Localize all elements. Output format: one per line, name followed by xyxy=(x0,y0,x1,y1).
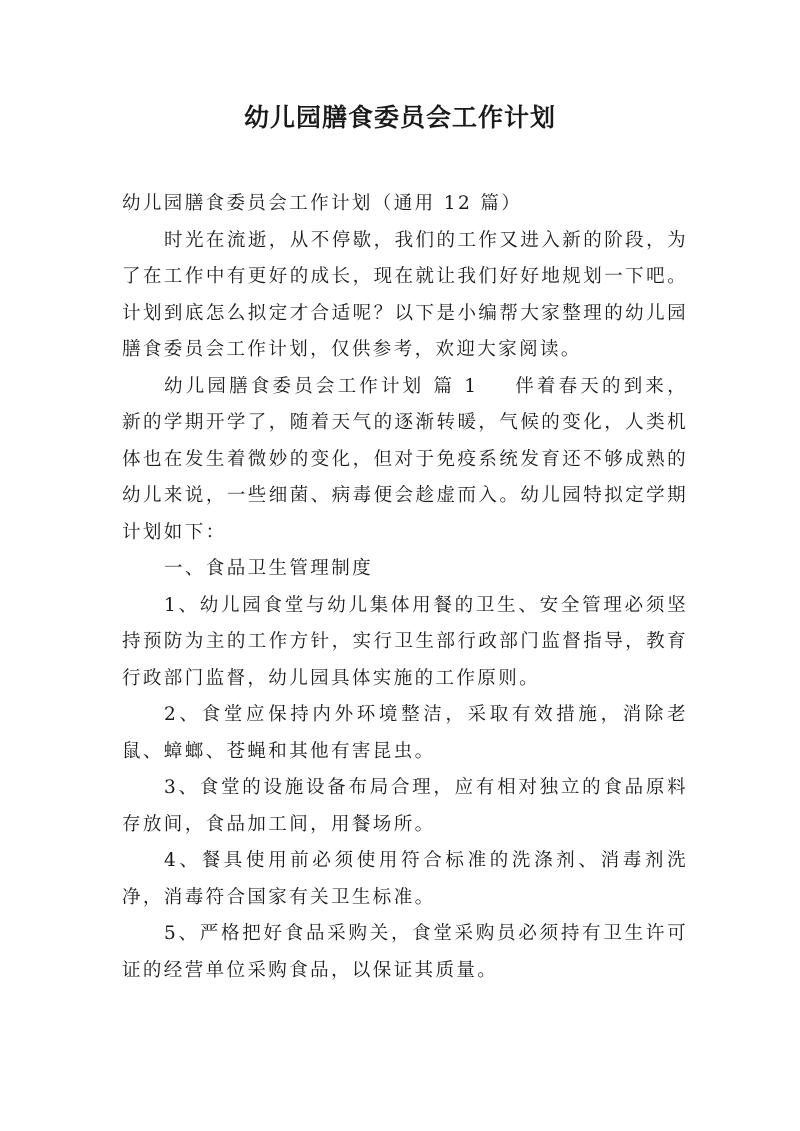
list-item: 1、幼儿园食堂与幼儿集体用餐的卫生、安全管理必须坚持预防为主的工作方针，实行卫生部行政部门监督指导，教育行政部门监督，幼儿园具体实施的工作原则。 xyxy=(122,594,688,689)
chapter-paragraph xyxy=(122,369,688,552)
document-title: 幼儿园膳食委员会工作计划 xyxy=(243,103,556,132)
document-subtitle: 幼儿园膳食委员会工作计划（通用 12 篇） xyxy=(122,193,523,214)
list-item: 3、食堂的设施设备布局合理，应有相对独立的食品原料存放间，食品加工间，用餐场所。 xyxy=(122,777,688,835)
document-body xyxy=(122,186,688,989)
chapter-heading: 幼儿园膳食委员会工作计划 篇 1 xyxy=(164,375,479,397)
section-heading: 一、食品卫生管理制度 xyxy=(164,558,374,579)
chapter-intro: 伴着春天的到来，新的学期开学了，随着天气的逐渐转暖，气候的变化，人类机体也在发生着微妙的变化，但对于免疫系统发育还不够成熟的幼儿来说，一些细菌、病毒便会趁虚而入。幼儿园特拟定学期计划如下： xyxy=(122,375,688,543)
list-item: 5、严格把好食品采购关，食堂采购员必须持有卫生许可证的经营单位采购食品，以保证其质量。 xyxy=(122,923,688,981)
list-item: 2、食堂应保持内外环境整洁，采取有效措施，消除老鼠、蟑螂、苍蝇和其他有害昆虫。 xyxy=(122,704,688,762)
intro-paragraph: 时光在流逝，从不停歇，我们的工作又进入新的阶段，为了在工作中有更好的成长，现在就让我们好好地规划一下吧。计划到底怎么拟定才合适呢？以下是小编帮大家整理的幼儿园膳食委员会工作计划，仅供参考，欢迎大家阅读。 xyxy=(122,229,688,360)
list-item: 4、餐具使用前必须使用符合标准的洗涤剂、消毒剂洗净，消毒符合国家有关卫生标准。 xyxy=(122,850,688,908)
